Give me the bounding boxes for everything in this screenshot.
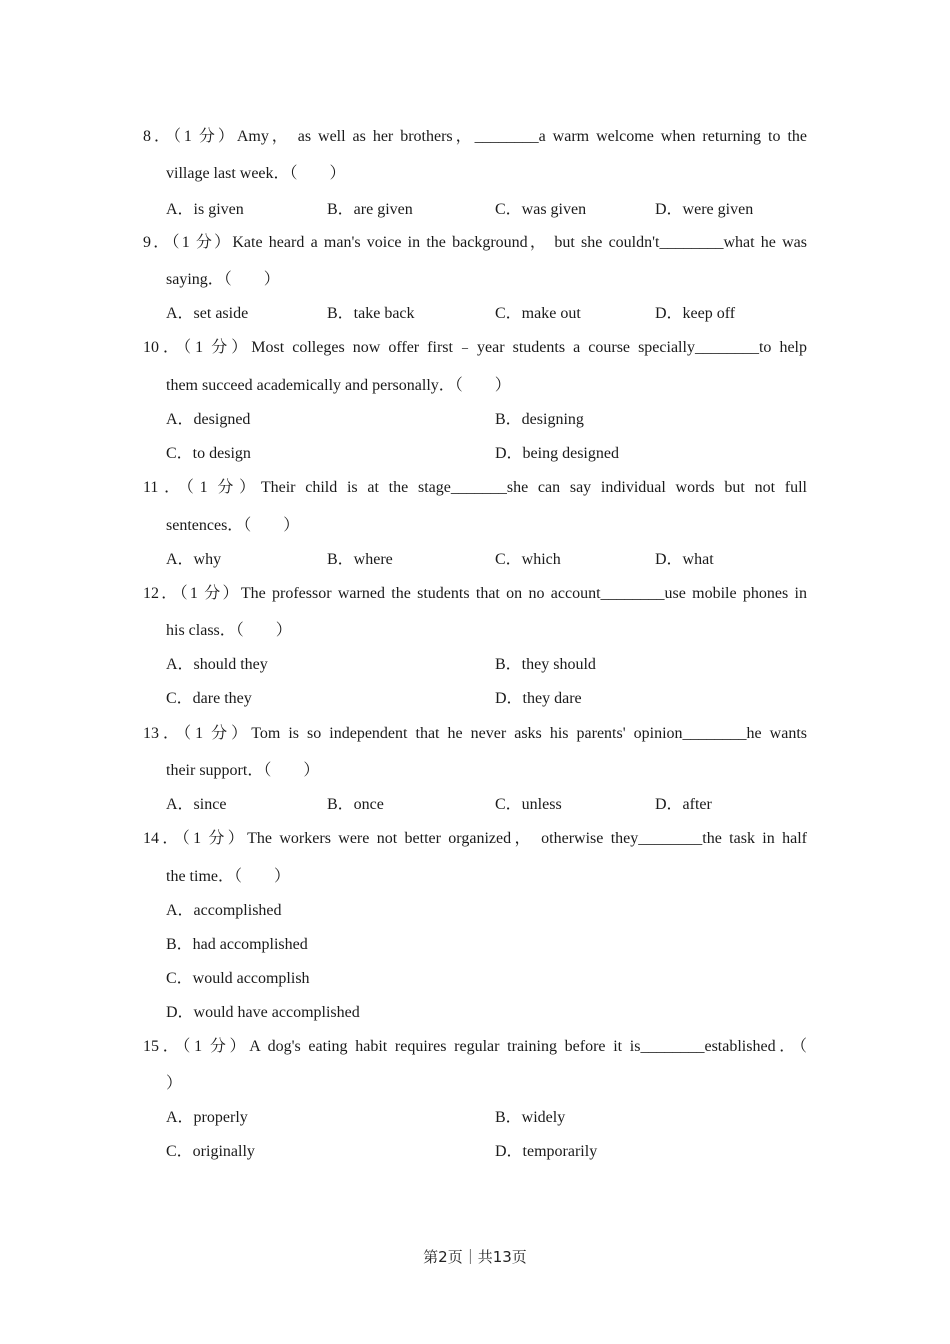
question-9-option-d[interactable]: D．keep off (655, 305, 736, 322)
question-15-option-c[interactable]: C．originally (166, 1143, 255, 1160)
question-12-option-d[interactable]: D．they dare (495, 690, 582, 707)
question-12-stem-cont: his class．（ ） (166, 622, 292, 639)
question-13-stem-cont: their support．（ ） (166, 762, 320, 779)
page-footer: 第2页｜共13页 (423, 1248, 527, 1266)
question-12-option-a[interactable]: A．should they (166, 656, 268, 673)
question-13-option-b[interactable]: B．once (327, 796, 384, 813)
question-8-option-c[interactable]: C．was given (495, 201, 587, 218)
question-11-option-a[interactable]: A．why (166, 551, 222, 568)
question-14-option-a[interactable]: A．accomplished (166, 902, 282, 919)
question-9-stem-cont: saying．（ ） (166, 271, 280, 288)
question-15-option-a[interactable]: A．properly (166, 1109, 248, 1126)
question-12-option-b[interactable]: B．they should (495, 656, 596, 673)
question-15-stem: 15．（1 分）A dog's eating habit requires regular training before it is________established．（ (143, 1038, 807, 1055)
question-8-option-b[interactable]: B．are given (327, 201, 413, 218)
question-11-stem-cont: sentences．（ ） (166, 517, 300, 534)
question-11-option-d[interactable]: D．what (655, 551, 714, 568)
question-10-option-a[interactable]: A．designed (166, 411, 251, 428)
question-14-stem: 14．（1 分）The workers were not better organized， otherwise they________the task in half (143, 830, 807, 847)
question-13-option-a[interactable]: A．since (166, 796, 227, 813)
question-9-option-a[interactable]: A．set aside (166, 305, 249, 322)
question-14-stem-cont: the time．（ ） (166, 868, 290, 885)
question-10-option-d[interactable]: D．being designed (495, 445, 619, 462)
question-8-stem: 8．（1 分）Amy， as well as her brothers，________a warm welcome when returning to the (143, 128, 807, 145)
question-12-stem: 12．（1 分）The professor warned the students that on no account________use mobile phones in (143, 585, 807, 602)
question-8-option-a[interactable]: A．is given (166, 201, 244, 218)
question-13-stem: 13．（1 分）Tom is so independent that he never asks his parents' opinion________he wants (143, 725, 807, 742)
question-11-stem: 11．（1 分）Their child is at the stage_______she can say individual words but not full (143, 479, 807, 496)
question-13-option-c[interactable]: C．unless (495, 796, 562, 813)
question-10-stem: 10．（1 分）Most colleges now offer first﹣year students a course specially________to help (143, 339, 807, 356)
question-15-stem-cont: ） (166, 1075, 183, 1092)
question-9-option-c[interactable]: C．make out (495, 305, 581, 322)
question-14-option-c[interactable]: C．would accomplish (166, 970, 310, 987)
question-8-stem-cont: village last week．（ ） (166, 165, 346, 182)
question-13-option-d[interactable]: D．after (655, 796, 712, 813)
question-10-option-c[interactable]: C．to design (166, 445, 251, 462)
question-15-option-d[interactable]: D．temporarily (495, 1143, 598, 1160)
question-9-stem: 9．（1 分）Kate heard a man's voice in the background， but she couldn't________what he was (143, 234, 807, 251)
question-10-option-b[interactable]: B．designing (495, 411, 584, 428)
question-11-option-b[interactable]: B．where (327, 551, 393, 568)
question-14-option-d[interactable]: D．would have accomplished (166, 1004, 360, 1021)
question-8-option-d[interactable]: D．were given (655, 201, 754, 218)
question-11-option-c[interactable]: C．which (495, 551, 561, 568)
question-15-option-b[interactable]: B．widely (495, 1109, 566, 1126)
question-10-stem-cont: them succeed academically and personally．（ ） (166, 377, 511, 394)
question-9-option-b[interactable]: B．take back (327, 305, 415, 322)
question-14-option-b[interactable]: B．had accomplished (166, 936, 308, 953)
question-12-option-c[interactable]: C．dare they (166, 690, 252, 707)
